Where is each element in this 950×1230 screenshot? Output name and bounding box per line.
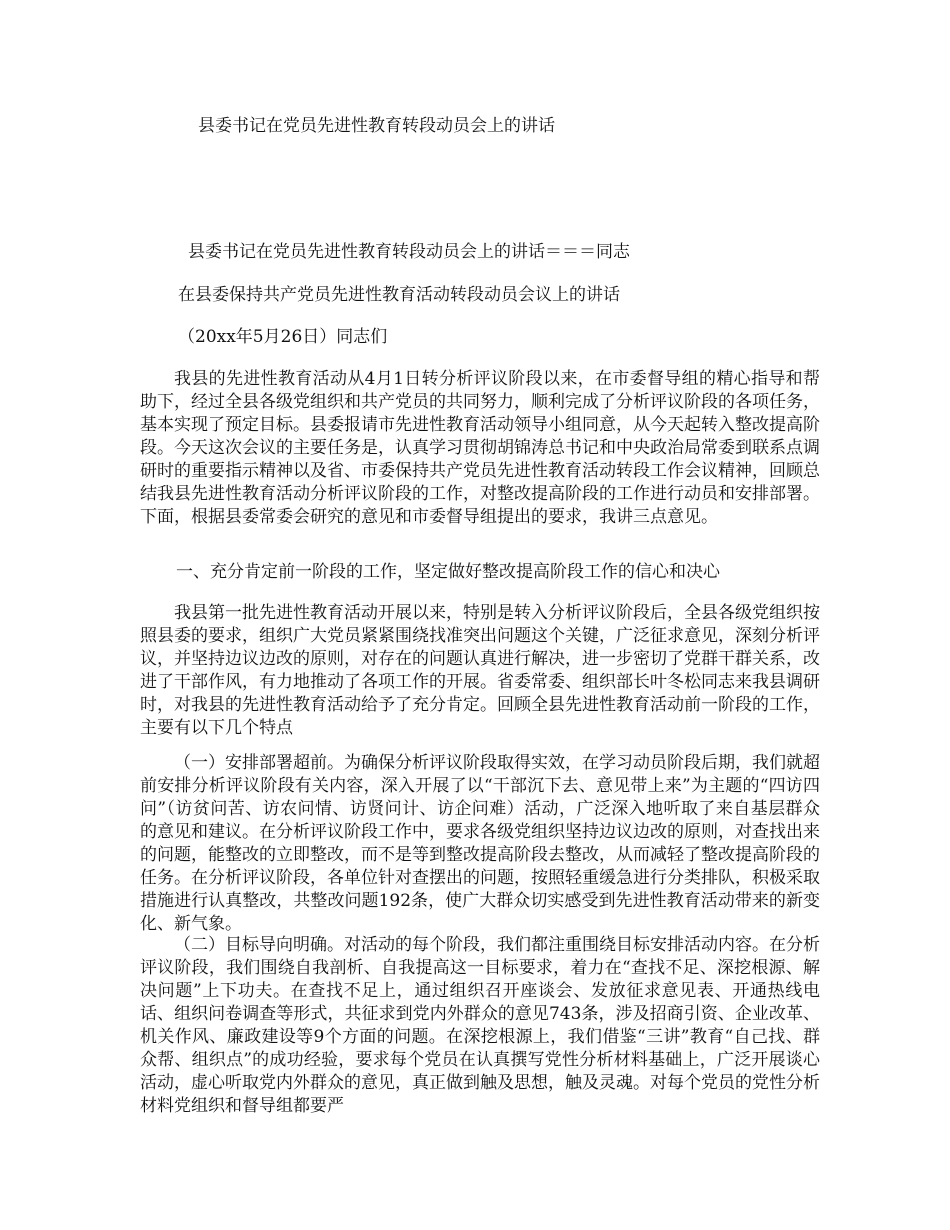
speech-occasion: 在县委保持共产党员先进性教育活动转段动员会议上的讲话 <box>178 285 620 305</box>
paragraph-intro: 我县的先进性教育活动从4月1日转分析评议阶段以来，在市委督导组的精心指导和帮助下，经过全县各级党组织和共产党员的共同努力，顺利完成了分析评议阶段的各项任务，基本实现了预定目标。县委报请市先进性教育活动领导小组同意，从今天起转入整改提高阶段。今天这次会议的主要任务是，认真学习贯彻胡锦涛总书记和中央政治局常委到联系点调研时的重要指示精神以及省、市委保持共产党员先进性教育活动转段工作会议精神，回顾总结我县先进性教育活动分析评议阶段的工作，对整改提高阶段的工作进行动员和安排部署。下面，根据县委常委会研究的意见和市委督导组提出的要求，我讲三点意见。 <box>140 369 820 527</box>
paragraph-review: 我县第一批先进性教育活动开展以来，特别是转入分析评议阶段后，全县各级党组织按照县委的要求，组织广大党员紧紧围绕找准突出问题这个关键，广泛征求意见，深刻分析评议，并坚持边议边改的原则，对存在的问题认真进行解决，进一步密切了党群干群关系，改进了干部作风，有力地推动了各项工作的开展。省委常委、组织部长叶冬松同志来我县调研时，对我县的先进性教育活动给予了充分肯定。回顾全县先进性教育活动前一阶段的工作，主要有以下几个特点 <box>140 603 820 738</box>
paragraph-point-2: （二）目标导向明确。对活动的每个阶段，我们都注重围绕目标安排活动内容。在分析评议阶段，我们围绕自我剖析、自我提高这一目标要求，着力在“查找不足、深挖根源、解决问题”上下功夫。在查找不足上，通过组织召开座谈会、发放征求意见表、开通热线电话、组织问卷调查等形式，共征求到党内外群众的意见743条，涉及招商引资、企业改革、机关作风、廉政建设等9个方面的问题。在深挖根源上，我们借鉴“三讲”教育“自己找、群众帮、组织点”的成功经验，要求每个党员在认真撰写党性分析材料基础上，广泛开展谈心活动，虚心听取党内外群众的意见，真正做到触及思想，触及灵魂。对每个党员的党性分析材料党组织和督导组都要严 <box>140 935 820 1116</box>
document-title: 县委书记在党员先进性教育转段动员会上的讲话 <box>198 116 555 136</box>
section-heading-1: 一、充分肯定前一阶段的工作，坚定做好整改提高阶段工作的信心和决心 <box>176 562 720 582</box>
paragraph-point-1: （一）安排部署超前。为确保分析评议阶段取得实效，在学习动员阶段后期，我们就超前安排分析评议阶段有关内容，深入开展了以“干部沉下去、意见带上来”为主题的“四访四问”（访贫问苦、访农问情、访贤问计、访企问难）活动，广泛深入地听取了来自基层群众的意见和建议。在分析评议阶段工作中，要求各级党组织坚持边议边改的原则，对查找出来的问题，能整改的立即整改，而不是等到整改提高阶段去整改，从而减轻了整改提高阶段的任务。在分析评议阶段，各单位针对查摆出的问题，按照轻重缓急进行分类排队，积极采取措施进行认真整改，共整改问题192条，使广大群众切实感受到先进性教育活动带来的新变化、新气象。 <box>140 753 820 934</box>
speech-subtitle: 县委书记在党员先进性教育转段动员会上的讲话＝＝＝同志 <box>188 242 630 262</box>
speech-date-greeting: （20xx年5月26日）同志们 <box>178 327 388 347</box>
